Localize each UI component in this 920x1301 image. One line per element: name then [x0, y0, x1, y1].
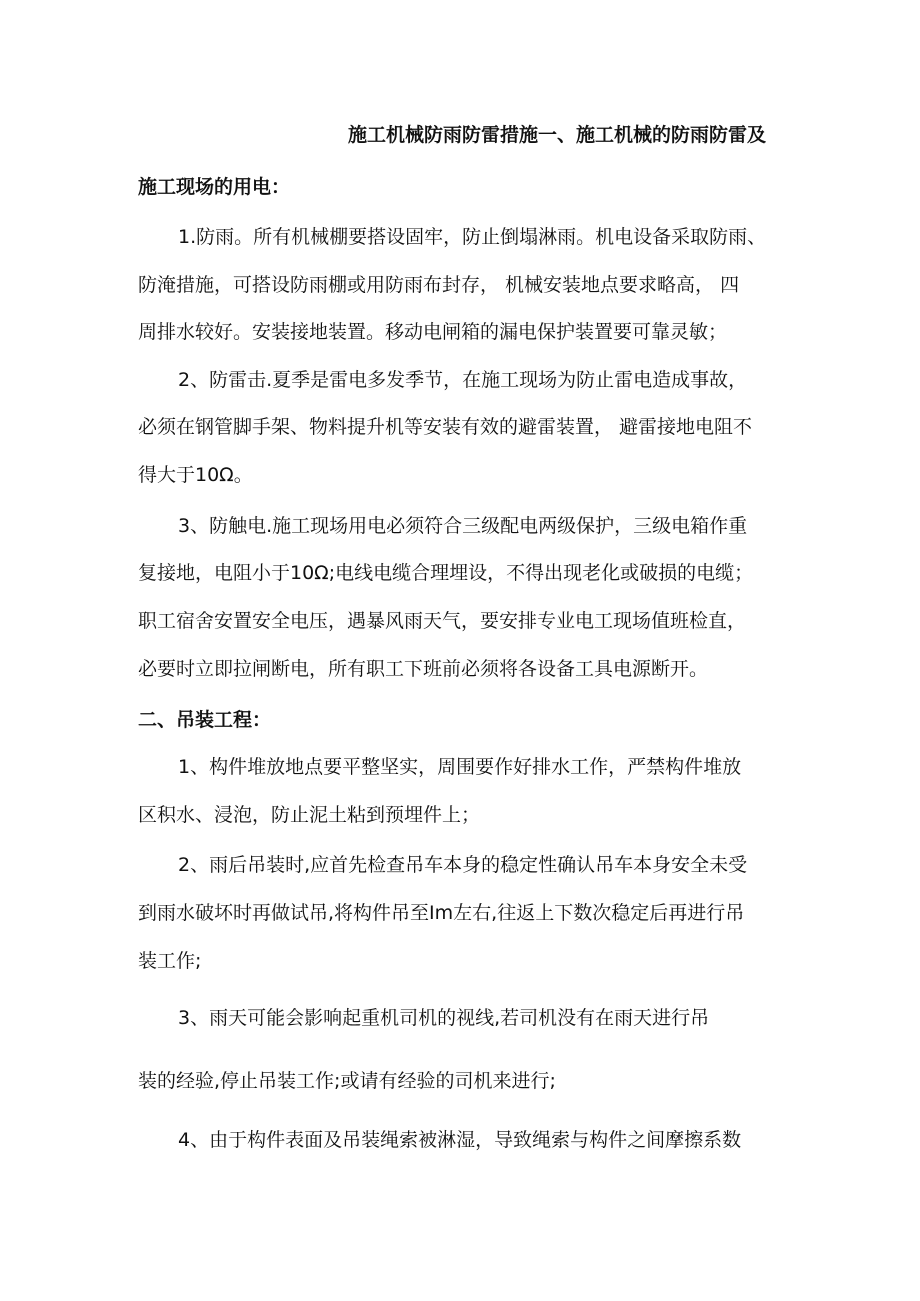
- paragraph-line: 职工宿舍安置安全电压，遇暴风雨天气，要安排专业电工现场值班检直，: [138, 610, 747, 632]
- paragraph-line: 防淹措施，可搭设防雨棚或用防雨布封存， 机械安装地点要求略高， 四: [138, 274, 740, 296]
- paragraph-line: 必须在钢管脚手架、物料提升机等安装有效的避雷装置， 避雷接地电阻不: [138, 416, 753, 438]
- section-heading: 二、吊装工程：: [138, 709, 272, 731]
- paragraph-line: 1、构件堆放地点要平整坚实，周围要作好排水工作，严禁构件堆放: [178, 756, 742, 778]
- paragraph-line: 3、防触电.施工现场用电必须符合三级配电两级保护，三级电箱作重: [178, 515, 748, 537]
- paragraph-line: 装工作;: [138, 950, 202, 972]
- paragraph-line: 到雨水破坏时再做试吊,将构件吊至Im左右,往返上下数次稳定后再进行吊: [138, 902, 745, 924]
- paragraph-line: 装的经验,停止吊装工作;或请有经验的司机来进行;: [138, 1070, 556, 1092]
- paragraph-line: 区积水、浸泡，防止泥土粘到预埋件上；: [138, 804, 481, 826]
- paragraph-line: 1.防雨。所有机械棚要搭设固牢，防止倒塌淋雨。机电设备采取防雨、: [178, 226, 767, 248]
- paragraph-line: 必要时立即拉闸断电，所有职工下班前必须将各设备工具电源断开。: [138, 658, 709, 680]
- paragraph-line: 4、由于构件表面及吊装绳索被淋湿，导致绳索与构件之间摩擦系数: [178, 1129, 742, 1151]
- paragraph-line: 3、雨天可能会影响起重机司机的视线,若司机没有在雨天进行吊: [178, 1007, 710, 1029]
- section-heading: 施工现场的用电：: [138, 176, 291, 198]
- document-title: 施工机械防雨防雷措施一、施工机械的防雨防雷及: [348, 124, 767, 146]
- paragraph-line: 复接地，电阻小于10Ω;电线电缆合理埋设，不得出现老化或破损的电缆；: [138, 562, 754, 584]
- paragraph-line: 得大于10Ω。: [138, 464, 253, 486]
- paragraph-line: 周排水较好。安装接地装置。移动电闸箱的漏电保护装置要可靠灵敏；: [138, 321, 728, 343]
- paragraph-line: 2、防雷击.夏季是雷电多发季节，在施工现场为防止雷电造成事故，: [178, 369, 748, 391]
- paragraph-line: 2、雨后吊装时,应首先检查吊车本身的稳定性确认吊车本身安全未受: [178, 854, 748, 876]
